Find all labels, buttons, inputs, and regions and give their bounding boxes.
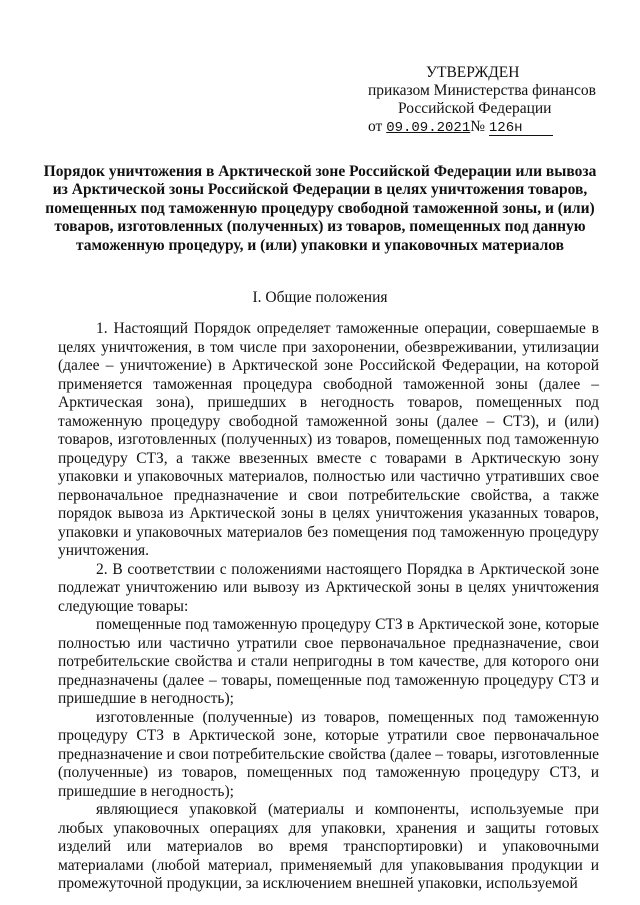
approval-number: 126н <box>489 121 553 136</box>
paragraph: изготовленные (полученные) из товаров, помещенных под таможенную процедуру СТЗ в Арктической зоне, которые утратили свое первоначальное предназначение и свои потребительские свойства (далее – товары, изготовленные (полученные) из товаров, помещенных под таможенную процедуру СТЗ, и пришедшие в негодность); <box>58 708 600 800</box>
approval-order-line: приказом Министерства финансов <box>368 82 596 99</box>
approval-block <box>368 64 608 137</box>
section-heading: I. Общие положения <box>252 289 388 306</box>
approval-date-line <box>368 118 608 137</box>
document-body <box>58 320 599 894</box>
approval-from-label: от <box>368 118 383 135</box>
approval-date: 09.09.2021 <box>386 120 471 136</box>
approval-heading: УТВЕРЖДЕН <box>426 64 520 81</box>
approval-number-sign: № <box>470 118 486 135</box>
document-title: Порядок уничтожения в Арктической зоне Российской Федерации или вывоза из Арктической зоны Российской Федерации в целях уничтожения товаров, помещенных под таможенную процедуру свободной таможенной зоны, и (или) товаров, изготовленных (полученных) из товаров, помещенных под данную таможенную процедуру, и (или) упаковки и упаковочных материалов <box>43 163 597 254</box>
paragraph: 1. Настоящий Порядок определяет таможенные операции, совершаемые в целях уничтожения, в том числе при захоронении, обезвреживании, утилизации (далее – уничтожение) в Арктической зоне Российской Федерации, на которой применяется таможенная процедура свободной таможенной зоны (далее – Арктическая зона), пришедших в негодность товаров, помещенных под таможенную процедуру свободной таможенной зоны (далее – СТЗ), и (или) товаров, изготовленных (полученных) из товаров, помещенных под таможенную процедуру СТЗ, а также ввезенных вместе с товарами в Арктическую зону упаковки и упаковочных материалов, полностью или частично утративших свое первоначальное предназначение и свои потребительские свойства, а также порядок вывоза из Арктической зоны в целях уничтожения указанных товаров, упаковки и упаковочных материалов без помещения под таможенную процедуру уничтожения. <box>58 320 599 559</box>
paragraph: 2. В соответствии с положениями настоящего Порядка в Арктической зоне подлежат уничтожению или вывозу из Арктической зоны в целях уничтожения следующие товары: <box>58 560 599 615</box>
approval-ministry-line: Российской Федерации <box>398 100 552 117</box>
paragraph: являющиеся упаковкой (материалы и компоненты, используемые при любых упаковочных операциях для упаковки, хранения и защиты готовых изделий или материалов во время транспортировки) и упаковочными материалами (любой материал, применяемый для упаковывания продукции и промежуточной продукции, за исключением внешней упаковки, используемой <box>58 801 599 892</box>
paragraph: помещенные под таможенную процедуру СТЗ в Арктической зоне, которые полностью или частично утратили свое первоначальное предназначение, свои потребительские свойства и стали непригодны в том качестве, для которого они предназначены (далее – товары, помещенные под таможенную процедуру СТЗ и пришедшие в негодность); <box>58 616 599 707</box>
